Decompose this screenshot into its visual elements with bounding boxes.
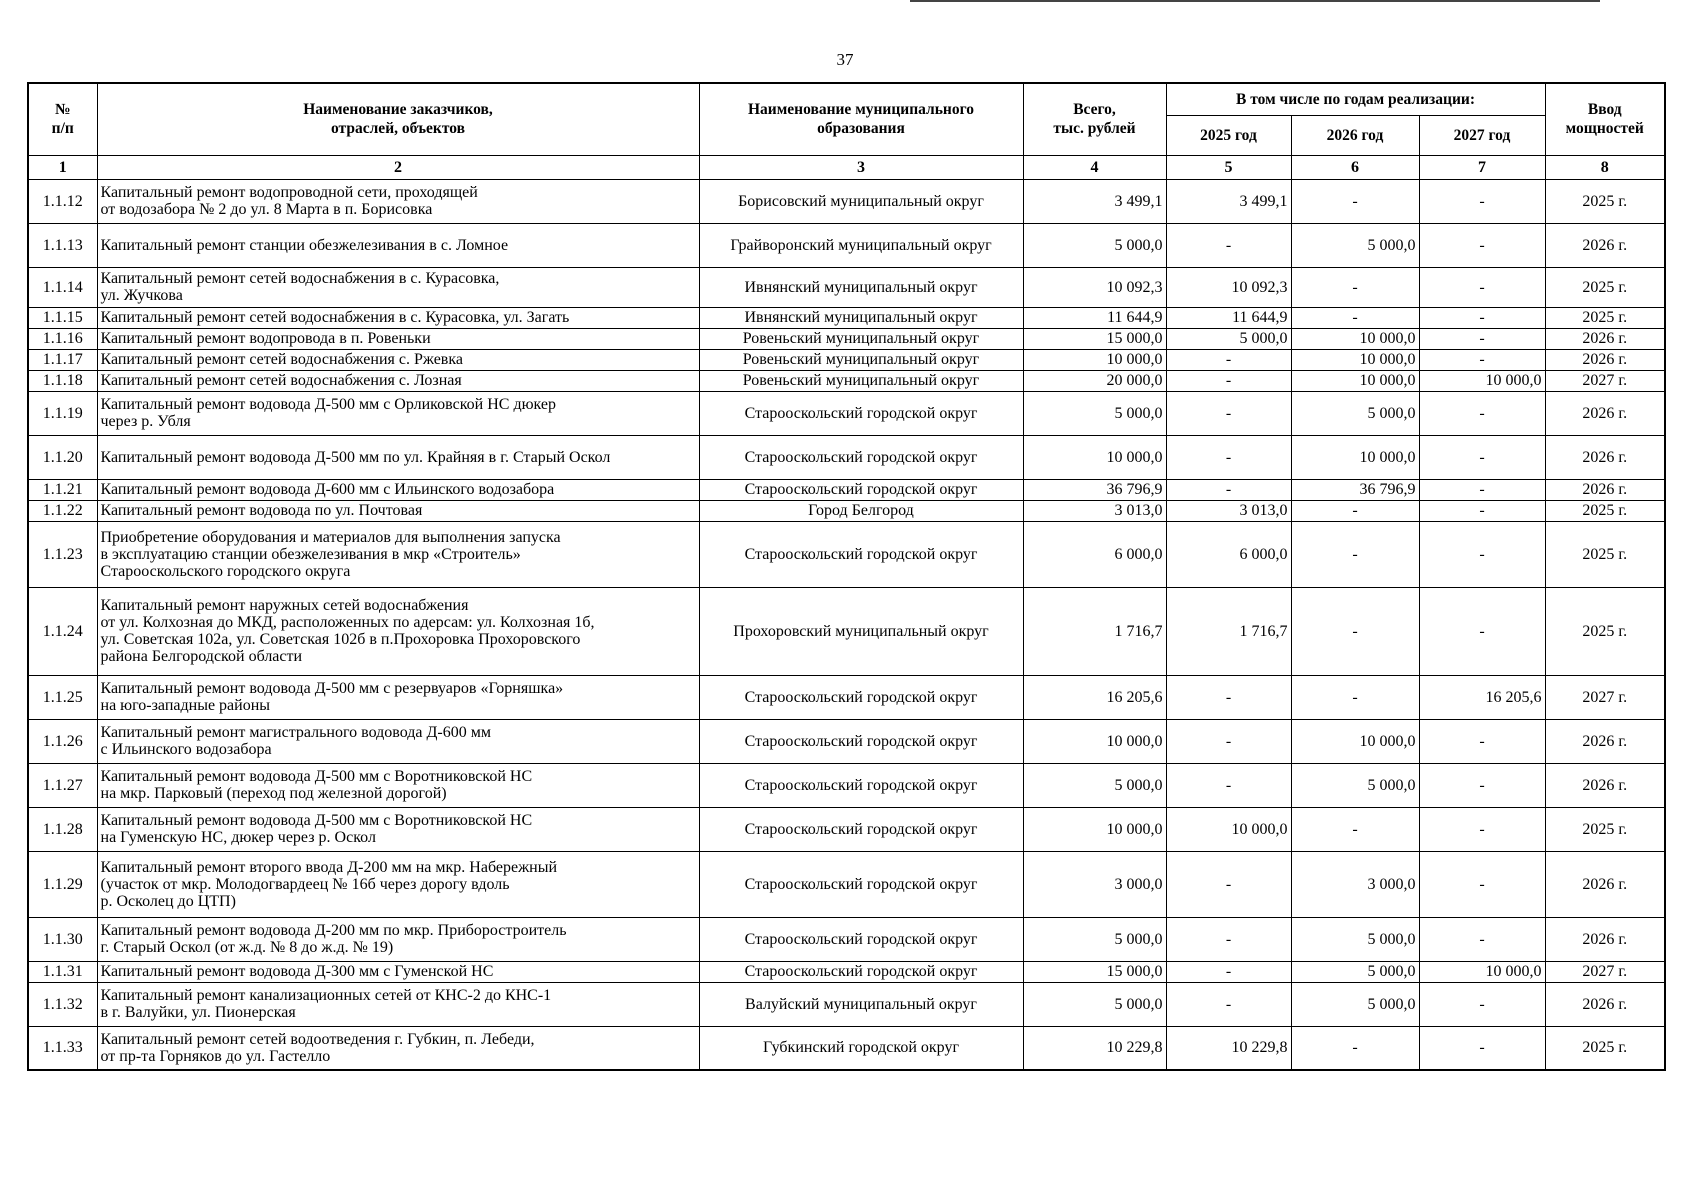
total-amount: 15 000,0: [1023, 328, 1166, 349]
commissioning-year: 2025 г.: [1545, 267, 1665, 307]
amount-2027: -: [1419, 851, 1545, 917]
municipality: Старооскольский городской округ: [699, 763, 1023, 807]
object-name-line: Старооскольского городского округа: [100, 562, 351, 580]
total-amount: 10 092,3: [1023, 267, 1166, 307]
municipality: Ровеньский муниципальный округ: [699, 349, 1023, 370]
object-name: [97, 370, 699, 391]
object-name-line: Капитальный ремонт водовода Д-300 мм с Гуменской НС: [100, 963, 494, 980]
object-name-line: Капитальный ремонт сетей водоотведения г. Губкин, п. Лебеди,: [100, 1030, 535, 1048]
municipality: Старооскольский городской округ: [699, 917, 1023, 961]
total-amount: 6 000,0: [1023, 521, 1166, 587]
header-year-2027: 2027 год: [1419, 115, 1545, 155]
amount-2025: -: [1166, 435, 1291, 479]
row-number: 1.1.31: [28, 961, 97, 982]
object-name: [97, 349, 699, 370]
amount-2025: 3 013,0: [1166, 500, 1291, 521]
table-row: [28, 267, 1665, 307]
object-name-line: Капитальный ремонт магистрального водовода Д-600 мм: [100, 724, 491, 741]
amount-2025: 1 716,7: [1166, 587, 1291, 675]
col-number: 8: [1545, 155, 1665, 179]
object-name-line: (участок от мкр. Молодогвардеец № 16б через дорогу вдоль: [100, 875, 510, 893]
object-name: [97, 179, 699, 223]
commissioning-year: 2026 г.: [1545, 851, 1665, 917]
amount-2025: 6 000,0: [1166, 521, 1291, 587]
amount-2026: 5 000,0: [1291, 982, 1419, 1026]
object-name-line: на юго-западные районы: [100, 697, 271, 714]
table-row: [28, 917, 1665, 961]
amount-2027: -: [1419, 307, 1545, 328]
commissioning-year: 2026 г.: [1545, 349, 1665, 370]
amount-2026: 10 000,0: [1291, 328, 1419, 349]
amount-2026: -: [1291, 675, 1419, 719]
amount-2027: -: [1419, 807, 1545, 851]
col-number: 3: [699, 155, 1023, 179]
amount-2025: -: [1166, 479, 1291, 500]
amount-2026: 5 000,0: [1291, 961, 1419, 982]
commissioning-year: 2026 г.: [1545, 328, 1665, 349]
object-name-line: ул. Жучкова: [100, 287, 183, 304]
municipality: Город Белгород: [699, 500, 1023, 521]
amount-2027: -: [1419, 435, 1545, 479]
object-name-line: от пр-та Горняков до ул. Гастелло: [100, 1047, 331, 1065]
commissioning-year: 2025 г.: [1545, 807, 1665, 851]
table-row: [28, 675, 1665, 719]
amount-2025: 10 000,0: [1166, 807, 1291, 851]
total-amount: 5 000,0: [1023, 763, 1166, 807]
amount-2025: 10 229,8: [1166, 1026, 1291, 1070]
object-name-line: через р. Убля: [100, 413, 191, 430]
row-number: 1.1.15: [28, 307, 97, 328]
municipality: Прохоровский муниципальный округ: [699, 587, 1023, 675]
object-name-line: на Гуменскую НС, дюкер через р. Оскол: [100, 829, 376, 846]
total-amount: 10 000,0: [1023, 719, 1166, 763]
object-name-line: Капитальный ремонт водопроводной сети, проходящей: [100, 184, 478, 201]
object-name: [97, 500, 699, 521]
object-name-line: Капитальный ремонт сетей водоснабжения в с. Курасовка, ул. Загать: [100, 309, 570, 326]
total-amount: 5 000,0: [1023, 223, 1166, 267]
object-name-line: в г. Валуйки, ул. Пионерская: [100, 1004, 296, 1021]
header-input: Ввод мощностей: [1545, 83, 1665, 155]
amount-2026: 10 000,0: [1291, 370, 1419, 391]
object-name: [97, 719, 699, 763]
amount-2026: 10 000,0: [1291, 435, 1419, 479]
object-name-line: Капитальный ремонт сетей водоснабжения в с. Курасовка,: [100, 270, 500, 287]
object-name: [97, 479, 699, 500]
amount-2027: 10 000,0: [1419, 961, 1545, 982]
amount-2027: -: [1419, 719, 1545, 763]
col-number: 6: [1291, 155, 1419, 179]
amount-2026: 10 000,0: [1291, 349, 1419, 370]
amount-2027: -: [1419, 328, 1545, 349]
object-name-line: Капитальный ремонт водовода Д-200 мм по мкр. Приборостроитель: [100, 922, 567, 939]
amount-2025: -: [1166, 961, 1291, 982]
municipality: Старооскольский городской округ: [699, 961, 1023, 982]
table-row: [28, 587, 1665, 675]
total-amount: 11 644,9: [1023, 307, 1166, 328]
amount-2027: -: [1419, 223, 1545, 267]
row-number: 1.1.22: [28, 500, 97, 521]
table-row: [28, 370, 1665, 391]
commissioning-year: 2026 г.: [1545, 763, 1665, 807]
municipality: Старооскольский городской округ: [699, 435, 1023, 479]
object-name: [97, 763, 699, 807]
amount-2027: -: [1419, 267, 1545, 307]
commissioning-year: 2026 г.: [1545, 917, 1665, 961]
commissioning-year: 2025 г.: [1545, 500, 1665, 521]
table-row: [28, 435, 1665, 479]
amount-2025: -: [1166, 719, 1291, 763]
amount-2027: -: [1419, 763, 1545, 807]
amount-2026: 5 000,0: [1291, 391, 1419, 435]
header-year-2026: 2026 год: [1291, 115, 1419, 155]
object-name: [97, 587, 699, 675]
row-number: 1.1.27: [28, 763, 97, 807]
commissioning-year: 2025 г.: [1545, 1026, 1665, 1070]
object-name-line: Капитальный ремонт второго ввода Д-200 мм на мкр. Набережный: [100, 858, 557, 876]
commissioning-year: 2026 г.: [1545, 435, 1665, 479]
total-amount: 20 000,0: [1023, 370, 1166, 391]
row-number: 1.1.30: [28, 917, 97, 961]
commissioning-year: 2025 г.: [1545, 587, 1665, 675]
row-number: 1.1.18: [28, 370, 97, 391]
table-row: [28, 328, 1665, 349]
amount-2025: 11 644,9: [1166, 307, 1291, 328]
amount-2027: -: [1419, 521, 1545, 587]
object-name-line: Капитальный ремонт водовода Д-500 мм с Воротниковской НС: [100, 812, 533, 829]
total-amount: 10 229,8: [1023, 1026, 1166, 1070]
amount-2027: -: [1419, 391, 1545, 435]
amount-2026: -: [1291, 500, 1419, 521]
amount-2026: 36 796,9: [1291, 479, 1419, 500]
object-name-line: в эксплуатацию станции обезжелезивания в мкр «Строитель»: [100, 545, 521, 563]
col-number: 7: [1419, 155, 1545, 179]
amount-2026: 5 000,0: [1291, 917, 1419, 961]
table-row: [28, 349, 1665, 370]
row-number: 1.1.17: [28, 349, 97, 370]
object-name-line: ул. Советская 102а, ул. Советская 102б в п.Прохоровка Прохоровского: [100, 631, 581, 648]
municipality: Старооскольский городской округ: [699, 391, 1023, 435]
row-number: 1.1.24: [28, 587, 97, 675]
object-name: [97, 917, 699, 961]
object-name: [97, 223, 699, 267]
table-row: [28, 179, 1665, 223]
table-row: [28, 982, 1665, 1026]
object-name: [97, 391, 699, 435]
row-number: 1.1.14: [28, 267, 97, 307]
municipality: Старооскольский городской округ: [699, 675, 1023, 719]
total-amount: 10 000,0: [1023, 349, 1166, 370]
amount-2027: -: [1419, 982, 1545, 1026]
amount-2025: -: [1166, 763, 1291, 807]
row-number: 1.1.25: [28, 675, 97, 719]
investment-table: [27, 82, 1666, 1071]
amount-2027: -: [1419, 500, 1545, 521]
municipality: Ивнянский муниципальный округ: [699, 307, 1023, 328]
col-number: 5: [1166, 155, 1291, 179]
object-name: [97, 851, 699, 917]
commissioning-year: 2026 г.: [1545, 223, 1665, 267]
commissioning-year: 2025 г.: [1545, 521, 1665, 587]
amount-2027: -: [1419, 349, 1545, 370]
object-name-line: Капитальный ремонт сетей водоснабжения с. Ржевка: [100, 351, 463, 368]
municipality: Старооскольский городской округ: [699, 521, 1023, 587]
object-name: [97, 435, 699, 479]
col-number: 2: [97, 155, 699, 179]
table-row: [28, 961, 1665, 982]
amount-2025: -: [1166, 391, 1291, 435]
amount-2027: 16 205,6: [1419, 675, 1545, 719]
municipality: Старооскольский городской округ: [699, 479, 1023, 500]
municipality: Ровеньский муниципальный округ: [699, 370, 1023, 391]
total-amount: 3 499,1: [1023, 179, 1166, 223]
commissioning-year: 2026 г.: [1545, 479, 1665, 500]
amount-2026: 5 000,0: [1291, 763, 1419, 807]
municipality: Старооскольский городской округ: [699, 851, 1023, 917]
row-number: 1.1.16: [28, 328, 97, 349]
object-name-line: Капитальный ремонт канализационных сетей от КНС-2 до КНС-1: [100, 987, 552, 1004]
row-number: 1.1.21: [28, 479, 97, 500]
object-name: [97, 521, 699, 587]
commissioning-year: 2027 г.: [1545, 370, 1665, 391]
amount-2025: -: [1166, 370, 1291, 391]
amount-2025: -: [1166, 223, 1291, 267]
object-name-line: Капитальный ремонт водовода по ул. Почтовая: [100, 502, 423, 519]
amount-2025: -: [1166, 917, 1291, 961]
header-by-years: В том числе по годам реализации:: [1166, 83, 1545, 115]
table-row: [28, 521, 1665, 587]
amount-2025: 5 000,0: [1166, 328, 1291, 349]
table-row: [28, 851, 1665, 917]
municipality: Старооскольский городской округ: [699, 719, 1023, 763]
row-number: 1.1.20: [28, 435, 97, 479]
amount-2026: -: [1291, 179, 1419, 223]
col-number: 4: [1023, 155, 1166, 179]
object-name: [97, 961, 699, 982]
table-row: [28, 763, 1665, 807]
object-name-line: Капитальный ремонт станции обезжелезивания в с. Ломное: [100, 236, 509, 254]
row-number: 1.1.26: [28, 719, 97, 763]
object-name-line: Капитальный ремонт наружных сетей водоснабжения: [100, 597, 469, 614]
total-amount: 1 716,7: [1023, 587, 1166, 675]
table-row: [28, 391, 1665, 435]
municipality: Ровеньский муниципальный округ: [699, 328, 1023, 349]
total-amount: 3 013,0: [1023, 500, 1166, 521]
object-name-line: на мкр. Парковый (переход под железной дорогой): [100, 785, 447, 802]
amount-2026: 5 000,0: [1291, 223, 1419, 267]
header-num: № п/п: [28, 83, 97, 155]
amount-2026: -: [1291, 307, 1419, 328]
table-row: [28, 479, 1665, 500]
row-number: 1.1.12: [28, 179, 97, 223]
municipality: Грайворонский муниципальный округ: [699, 223, 1023, 267]
row-number: 1.1.29: [28, 851, 97, 917]
col-number: 1: [28, 155, 97, 179]
amount-2027: 10 000,0: [1419, 370, 1545, 391]
amount-2025: 3 499,1: [1166, 179, 1291, 223]
amount-2027: -: [1419, 1026, 1545, 1070]
amount-2027: -: [1419, 917, 1545, 961]
row-number: 1.1.13: [28, 223, 97, 267]
table-body: [28, 179, 1665, 1070]
object-name-line: Капитальный ремонт водовода Д-500 мм с Воротниковской НС: [100, 768, 533, 785]
object-name: [97, 675, 699, 719]
object-name: [97, 982, 699, 1026]
amount-2027: -: [1419, 179, 1545, 223]
amount-2025: -: [1166, 349, 1291, 370]
total-amount: 5 000,0: [1023, 917, 1166, 961]
object-name-line: Капитальный ремонт водовода Д-500 мм с резервуаров «Горняшка»: [100, 680, 564, 697]
municipality: Ивнянский муниципальный округ: [699, 267, 1023, 307]
total-amount: 5 000,0: [1023, 391, 1166, 435]
row-number: 1.1.32: [28, 982, 97, 1026]
object-name: [97, 807, 699, 851]
commissioning-year: 2027 г.: [1545, 961, 1665, 982]
object-name-line: от ул. Колхозная до МКД, расположенных по адерсам: ул. Колхозная 1б,: [100, 614, 595, 631]
amount-2026: -: [1291, 1026, 1419, 1070]
total-amount: 3 000,0: [1023, 851, 1166, 917]
header-year-2025: 2025 год: [1166, 115, 1291, 155]
total-amount: 16 205,6: [1023, 675, 1166, 719]
commissioning-year: 2026 г.: [1545, 391, 1665, 435]
amount-2025: -: [1166, 851, 1291, 917]
row-number: 1.1.23: [28, 521, 97, 587]
amount-2025: -: [1166, 675, 1291, 719]
commissioning-year: 2025 г.: [1545, 307, 1665, 328]
amount-2026: -: [1291, 267, 1419, 307]
amount-2025: 10 092,3: [1166, 267, 1291, 307]
object-name-line: района Белгородской области: [100, 648, 303, 665]
amount-2026: 10 000,0: [1291, 719, 1419, 763]
object-name-line: Приобретение оборудования и материалов для выполнения запуска: [100, 528, 561, 546]
row-number: 1.1.28: [28, 807, 97, 851]
municipality: Старооскольский городской округ: [699, 807, 1023, 851]
object-name: [97, 307, 699, 328]
object-name-line: Капитальный ремонт водовода Д-500 мм с Орликовской НС дюкер: [100, 396, 557, 413]
object-name-line: р. Осколец до ЦТП): [100, 892, 236, 910]
total-amount: 5 000,0: [1023, 982, 1166, 1026]
total-amount: 10 000,0: [1023, 807, 1166, 851]
object-name-line: Капитальный ремонт водовода Д-600 мм с Ильинского водозабора: [100, 481, 555, 498]
total-amount: 15 000,0: [1023, 961, 1166, 982]
amount-2027: -: [1419, 479, 1545, 500]
table-row: [28, 807, 1665, 851]
header-municipality: Наименование муниципального образования: [699, 83, 1023, 155]
commissioning-year: 2026 г.: [1545, 982, 1665, 1026]
amount-2025: -: [1166, 982, 1291, 1026]
commissioning-year: 2027 г.: [1545, 675, 1665, 719]
municipality: Губкинский городской округ: [699, 1026, 1023, 1070]
table-row: [28, 500, 1665, 521]
header-total: Всего, тыс. рублей: [1023, 83, 1166, 155]
page-number: 37: [836, 50, 854, 69]
total-amount: 10 000,0: [1023, 435, 1166, 479]
object-name: [97, 328, 699, 349]
object-name-line: Капитальный ремонт водопровода в п. Ровеньки: [100, 330, 431, 347]
row-number: 1.1.19: [28, 391, 97, 435]
total-amount: 36 796,9: [1023, 479, 1166, 500]
table-row: [28, 307, 1665, 328]
row-number: 1.1.33: [28, 1026, 97, 1070]
object-name-line: Капитальный ремонт водовода Д-500 мм по ул. Крайняя в г. Старый Оскол: [100, 448, 611, 466]
amount-2027: -: [1419, 587, 1545, 675]
amount-2026: -: [1291, 587, 1419, 675]
commissioning-year: 2026 г.: [1545, 719, 1665, 763]
object-name: [97, 267, 699, 307]
object-name-line: от водозабора № 2 до ул. 8 Марта в п. Борисовка: [100, 201, 433, 218]
table-row: [28, 1026, 1665, 1070]
object-name-line: г. Старый Оскол (от ж.д. № 8 до ж.д. № 19): [100, 939, 394, 956]
commissioning-year: 2025 г.: [1545, 179, 1665, 223]
table-row: [28, 719, 1665, 763]
municipality: Валуйский муниципальный округ: [699, 982, 1023, 1026]
amount-2026: 3 000,0: [1291, 851, 1419, 917]
header-name: Наименование заказчиков, отраслей, объектов: [97, 83, 699, 155]
amount-2026: -: [1291, 521, 1419, 587]
municipality: Борисовский муниципальный округ: [699, 179, 1023, 223]
amount-2026: -: [1291, 807, 1419, 851]
object-name: [97, 1026, 699, 1070]
object-name-line: Капитальный ремонт сетей водоснабжения с. Лозная: [100, 372, 462, 389]
top-rule: [910, 0, 1600, 2]
object-name-line: с Ильинского водозабора: [100, 741, 272, 758]
table-row: [28, 223, 1665, 267]
